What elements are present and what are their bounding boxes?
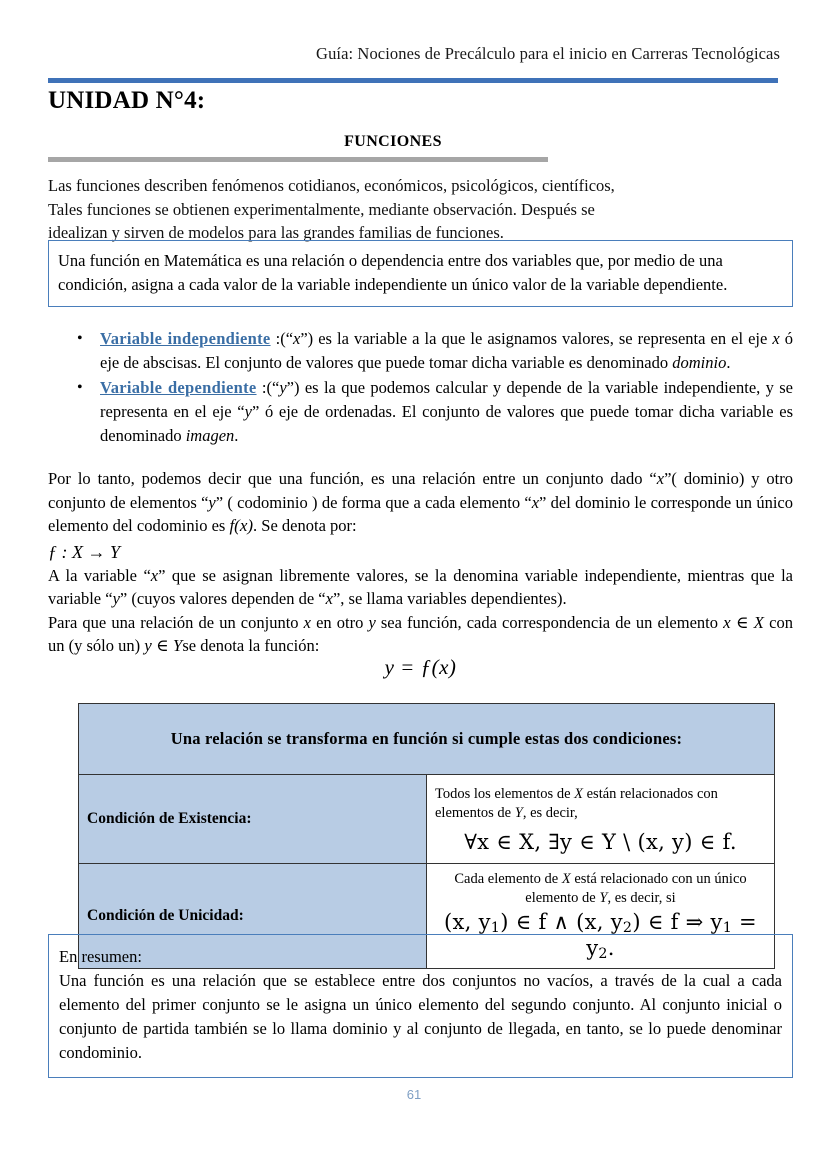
row-label-unicidad: Condición de Unicidad: [79,864,427,969]
uniq-text-c: , es decir, si [607,890,676,906]
uniq-f-mid: ) ∈ f ∧ (x, y [500,910,623,934]
p3-a: Para que una relación de un conjunto [48,612,304,632]
p2-a: A la variable “ [48,565,151,585]
p2-c: ” (cuyos valores dependen de “ [119,589,326,608]
page-title: UNIDAD N°4: [48,87,206,114]
list-item [48,327,793,375]
bullet-1-var-2: y [244,402,252,421]
uniq-f-sub4: 2 [598,946,608,963]
table-header-cell: Una relación se transforma en función si cumple estas dos condiciones: [79,704,775,775]
intro-line-1: Las funciones describen fenómenos cotidianos, económicos, psicológicos, científicos, [48,176,615,195]
gray-divider-rule [48,157,548,162]
bullet-0-rest-b: ”) es la variable a la que le asignamos valores, se representa en el eje [300,329,773,348]
uniq-f-post: ) ∈ f ⇒ y [632,910,723,934]
summary-body: Una función es una relación que se establece entre dos conjuntos no vacíos, a través de la cual a cada elemento del primer conjunto se le asigna un único elemento del segundo conjunto. Al conjunto inicial o conjunto de partida también se lo llama dominio y al conjunto de llegada, en tanto, se lo puede denominar condominio. [59,971,782,1062]
intro-line-2: Tales funciones se obtienen experimentalmente, mediante observación. Después se [48,199,595,219]
blue-divider-rule [48,78,778,83]
p1-var-y1: y [208,492,216,512]
bullet-0-emphasis: dominio [672,353,727,372]
term-variable-dependiente[interactable]: Variable dependiente [100,378,257,397]
variable-bullet-list [48,327,793,449]
intro-paragraph [48,174,748,245]
p2-d: ”, se llama variables dependientes). [332,589,567,608]
p3-var-y1: y [368,612,376,632]
bullet-dot-icon: • [77,330,83,347]
running-header: Guía: Nociones de Precálculo para el inicio en Carreras Tecnológicas [316,44,780,63]
table-row [79,775,775,864]
p1-var-x1: x [656,469,665,488]
existencia-formula: ∀x ∈ X, ∃y ∈ Y \ (x, y) ∈ f. [464,829,737,854]
p3-c: sea función, cada correspondencia de un elemento [375,612,724,632]
mapping-formula: ƒ : X → Y [48,541,120,562]
explanation-block [48,467,793,658]
uniq-var-Y: Y [599,890,608,906]
p3-formula-x-in-X: x ∈ X [723,612,765,632]
term-variable-independiente[interactable]: Variable independiente [100,329,271,348]
intro-line-3: idealizan y sirven de modelos para las grandes familias de funciones. [48,223,504,242]
p3-var-x1: x [303,612,311,632]
uniq-f-sub1: 1 [490,920,501,937]
exist-text-c: , es decir, [522,804,578,821]
uniq-var-X: X [561,871,571,887]
uniq-f-pre: (x, y [444,910,491,934]
p1-d: ” del dominio le corresponde un único elemento del codominio es [48,492,793,535]
p1-e: . Se denota por: [253,516,357,535]
p1-b: ”( dominio) y otro conjunto de elementos “ [48,469,793,512]
p3-formula-y-in-Y: y ∈ Y [144,636,183,655]
p2-var-x1: x [150,565,159,585]
uniq-text-a: Cada elemento de [454,871,562,887]
conditions-table [78,703,775,969]
p1-c: ” ( codominio ) de forma que a cada elemento “ [215,492,532,512]
uniq-f-end: . [607,936,615,961]
bullet-dot-icon: • [77,379,83,396]
bullet-0-rest-a: :(“ [270,329,294,348]
page-number: 61 [406,1087,422,1102]
p1-a: Por lo tanto, podemos decir que una función, es una relación entre un conjunto dado “ [48,469,657,488]
summary-callout-box [48,934,793,1078]
uniq-f-sub3: 1 [722,920,733,937]
bullet-0-rest-c: ó eje de abscisas. El conjunto de valores que puede tomar dicha variable es denominado [100,329,794,372]
exist-text-b: están relacionados con elementos de [435,785,718,821]
summary-lead: En resumen: [59,947,142,966]
uniq-text-b: está relacionado con un único elemento de [525,871,747,906]
uniq-f-eq: = y [586,910,757,961]
exist-text-a: Todos los elementos de [435,785,575,802]
p3-d: con un (y sólo un) [48,612,794,655]
bullet-1-rest-a: :(“ [256,378,280,397]
p1-var-x2: x [531,492,540,512]
bullet-1-rest-b: ”) es la que podemos calcular y depende de la variable independiente, y se representa en el eje “ [100,378,794,421]
uniq-f-sub2: 2 [622,920,633,937]
unicidad-description [435,870,766,908]
explanation-paragraph-1 [48,467,793,538]
exist-var-X: X [574,785,583,802]
explanation-paragraph-2 [48,564,793,611]
table-row [79,704,775,775]
definition-callout-box [48,240,793,307]
list-item [48,376,793,448]
explanation-paragraph-3 [48,611,793,658]
section-title: FUNCIONES [344,133,442,150]
p2-var-x2: x [325,589,333,608]
bullet-0-var-2: x [772,329,780,348]
p2-b: ” que se asignan libremente valores, se la denomina variable independiente, mientras que la variable “ [48,565,793,608]
p1-formula-fx: f(x) [229,516,254,535]
bullet-1-rest-d: . [234,426,239,445]
row-content-existencia [427,775,775,864]
exist-var-Y: Y [514,804,523,821]
p3-b: en otro [310,612,369,632]
bullet-0-var-1: x [293,329,301,348]
p3-e: se denota la función: [182,636,320,655]
p2-var-y1: y [112,589,120,608]
bullet-1-var-1: y [279,378,287,397]
row-label-existencia: Condición de Existencia: [79,775,427,864]
definition-text: Una función en Matemática es una relación o dependencia entre dos variables que, por medio de una condición, asigna a cada valor de la variable independiente un único valor de la variable dependiente. [58,251,728,294]
existencia-description [435,785,766,823]
bullet-1-emphasis: imagen [185,426,235,445]
bullet-1-rest-c: ” ó eje de ordenadas. El conjunto de valores que puede tomar dicha variable es denominado [100,402,793,445]
bullet-0-rest-d: . [726,353,731,372]
main-function-formula: y = ƒ(x) [384,655,457,679]
